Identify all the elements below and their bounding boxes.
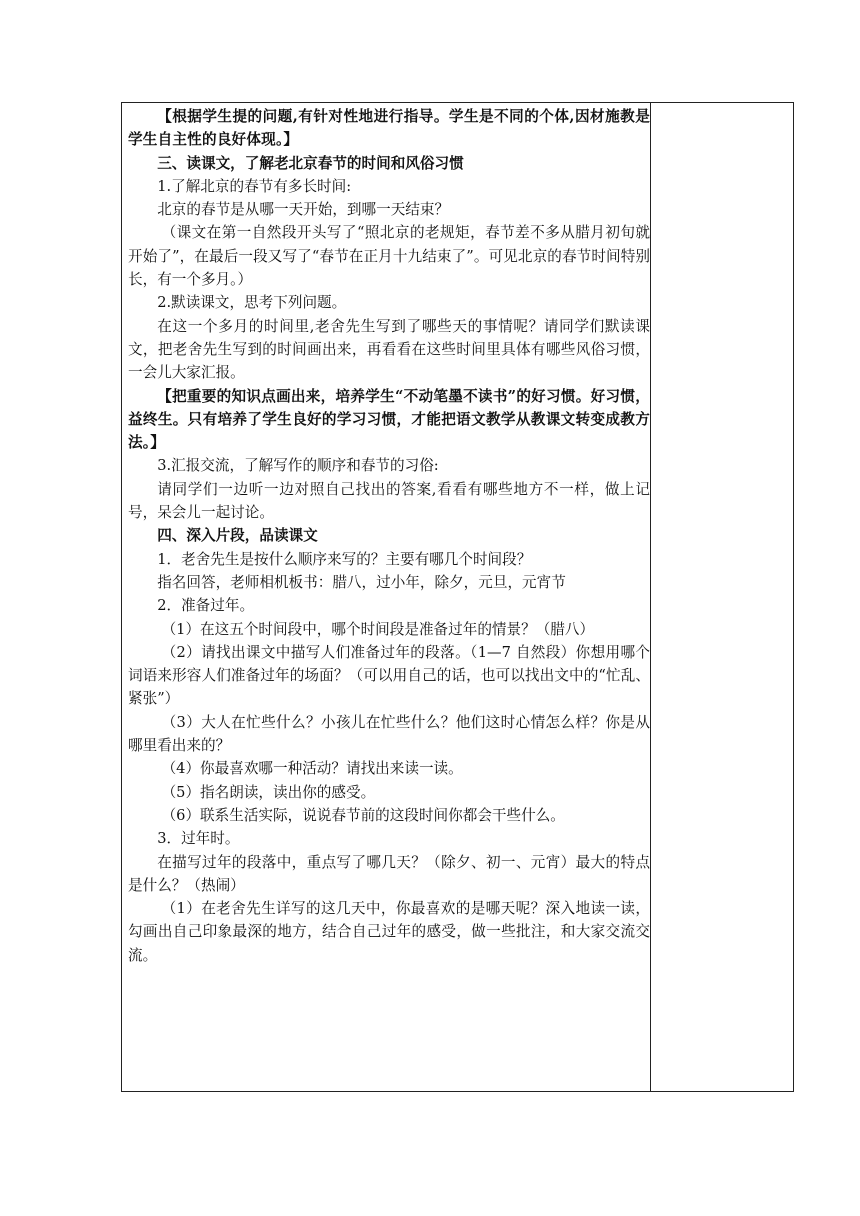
prepare-q6: （6）联系生活实际，说说春节前的这段时间你都会干些什么。: [161, 806, 565, 824]
remarks-cell: [651, 103, 793, 1091]
answer-duration: （课文在第一自然段开头写了“照北京的老规矩，春节差不多从腊月初旬就开始了”，在最后一段又写了“春节在正月十九结束了”。可见北京的春节时间特别长，有一个多月。）: [128, 224, 650, 289]
silent-reading-task: 在这一个多月的时间里,老舍先生写到了哪些天的事情呢？请同学们默读课文，把老舍先生写到的时间画出来，再看看在这些时间里具体有哪些风俗习惯，一会儿大家汇报。: [128, 317, 650, 382]
question-start-end: 北京的春节是从哪一天开始，到哪一天结束？: [157, 201, 450, 219]
prepare-q5: （5）指名朗读，读出你的感受。: [161, 783, 376, 801]
prepare-q2: （2）请找出课文中描写人们准备过年的段落。（1—7 自然段）你想用哪个词语来形容人们准备过年的场面？（可以用自己的话，也可以找出文中的“忙乱、紧张”）: [128, 643, 650, 708]
lesson-content-cell: [122, 103, 651, 1091]
new-year-title: 3．过年时。: [157, 830, 240, 848]
prepare-q1: （1）在这五个时间段中，哪个时间段是准备过年的情景？（腊八）: [161, 620, 595, 638]
step-3-title: 3.汇报交流，了解写作的顺序和春节的习俗:: [157, 457, 439, 475]
order-question: 1．老舍先生是按什么顺序来写的？主要有哪几个时间段？: [157, 550, 532, 568]
discussion-task: 请同学们一边听一边对照自己找出的答案,看看有哪些地方不一样，做上记号，呆会儿一起讨论。: [128, 480, 650, 522]
new-year-question: 在描写过年的段落中，重点写了哪几天？（除夕、初一、元宵）最大的特点是什么？（热闹）: [128, 853, 650, 894]
prepare-q4: （4）你最喜欢哪一种活动？请找出来读一读。: [161, 760, 463, 778]
section-heading-3: 三、读课文，了解老北京春节的时间和风俗习惯: [157, 154, 464, 172]
lesson-table: [121, 102, 794, 1092]
step-2-title: 2.默读课文，思考下列问题。: [157, 294, 347, 312]
blackboard-notes: 指名回答，老师相机板书：腊八，过小年，除夕，元旦，元宵节: [157, 573, 566, 591]
prepare-title: 2．准备过年。: [157, 597, 255, 615]
prepare-q3: （3）大人在忙些什么？小孩儿在忙些什么？他们这时心情怎么样？你是从哪里看出来的？: [128, 713, 650, 755]
section-heading-4: 四、深入片段，品读课文: [157, 527, 318, 545]
teaching-note-1: 【根据学生提的问题,有针对性地进行指导。学生是不同的个体,因材施教是学生自主性的良好体现。】: [128, 108, 650, 149]
new-year-q1: （1）在老舍先生详写的这几天中，你最喜欢的是哪天呢？深入地读一读，勾画出自己印象最深的地方，结合自己过年的感受，做一些批注，和大家交流交流。: [128, 900, 650, 964]
step-1-title: 1.了解北京的春节有多长时间:: [157, 177, 352, 195]
teaching-note-2: 【把重要的知识点画出来，培养学生“不动笔墨不读书”的好习惯。好习惯，益终生。只有培养了学生良好的学习习惯，才能把语文教学从教课文转变成教方法。】: [128, 387, 650, 452]
